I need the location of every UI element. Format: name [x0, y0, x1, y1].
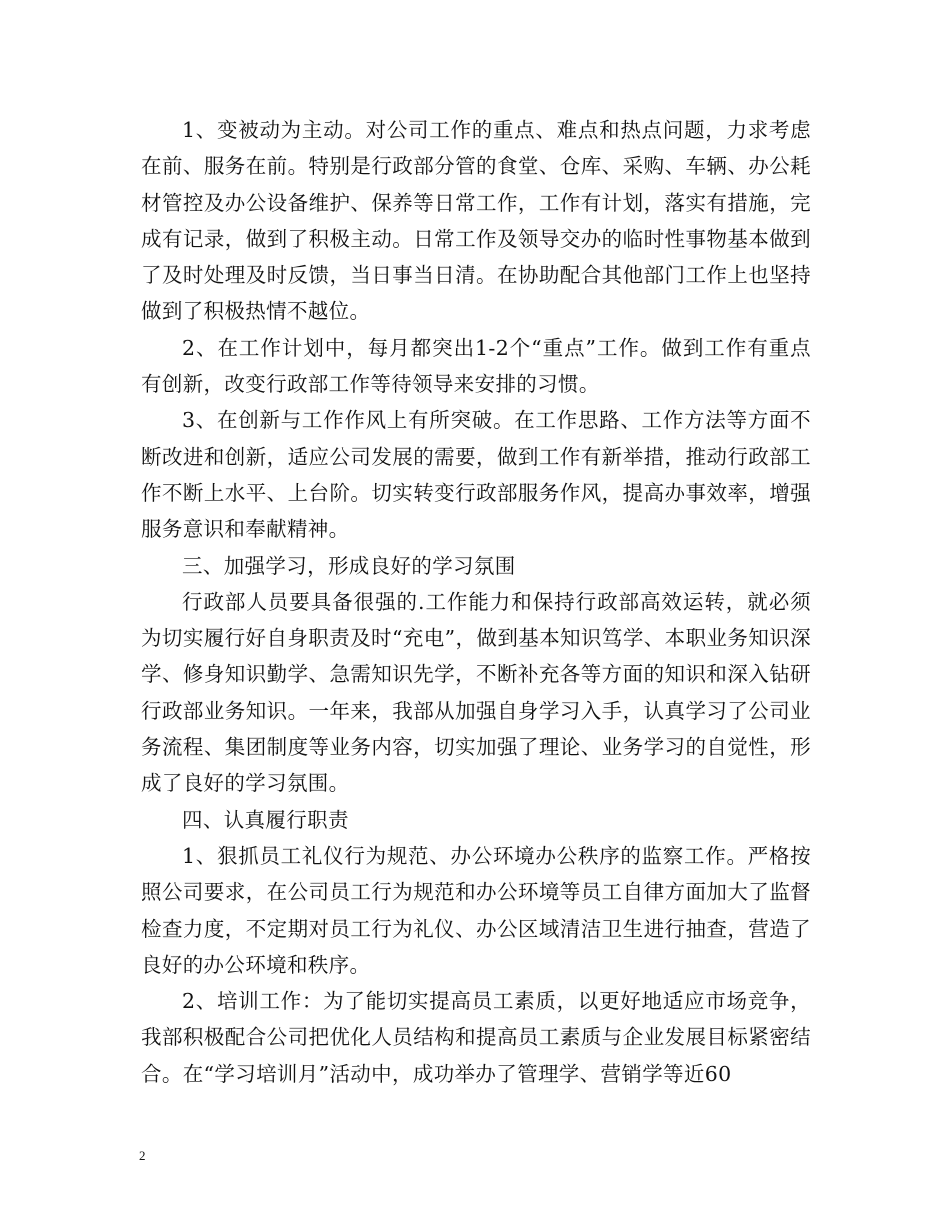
paragraph-etiquette-supervision: 1、狠抓员工礼仪行为规范、办公环境办公秩序的监察工作。严格按照公司要求，在公司员工行为规范和办公环境等员工自律方面加大了监督检查力度，不定期对员工行为礼仪、办公区域清洁卫生进行抽查，营造了良好的办公环境和秩序。 [141, 843, 811, 977]
paragraph-passive-to-active: 1、变被动为主动。对公司工作的重点、难点和热点问题，力求考虑在前、服务在前。特别是行政部分管的食堂、仓库、采购、车辆、办公耗材管控及办公设备维护、保养等日常工作，工作有计划，落实有措施，完成有记录，做到了积极主动。日常工作及领导交办的临时性事物基本做到了及时处理及时反馈，当日事当日清。在协助配合其他部门工作上也坚持做到了积极热情不越位。 [141, 118, 811, 324]
paragraph-training-work: 2、培训工作：为了能切实提高员工素质，以更好地适应市场竞争，我部积极配合公司把优化人员结构和提高员工素质与企业发展目标紧密结合。在“学习培训月”活动中，成功举办了管理学、营销学等近60 [141, 989, 811, 1086]
paragraph-monthly-focus: 2、在工作计划中，每月都突出1-2个“重点”工作。做到工作有重点有创新，改变行政部工作等待领导来安排的习惯。 [141, 335, 811, 397]
document-body [141, 112, 811, 1092]
paragraph-learning-atmosphere: 行政部人员要具备很强的.工作能力和保持行政部高效运转，就必须为切实履行好自身职责及时“充电”，做到基本知识笃学、本职业务知识深学、修身知识勤学、急需知识先学，不断补充各等方面的知识和深入钻研行政部业务知识。一年来，我部从加强自身学习入手，认真学习了公司业务流程、集团制度等业务内容，切实加强了理论、业务学习的自觉性，形成了良好的学习氛围。 [141, 589, 811, 796]
section-heading-learning: 三、加强学习，形成良好的学习氛围 [182, 553, 516, 578]
page-number: 2 [139, 1148, 146, 1163]
paragraph-innovation-style: 3、在创新与工作作风上有所突破。在工作思路、工作方法等方面不断改进和创新，适应公司发展的需要，做到工作有新举措，推动行政部工作不断上水平、上台阶。切实转变行政部服务作风，提高办事效率，增强服务意识和奉献精神。 [141, 408, 811, 542]
section-heading-duties: 四、认真履行职责 [182, 807, 349, 832]
